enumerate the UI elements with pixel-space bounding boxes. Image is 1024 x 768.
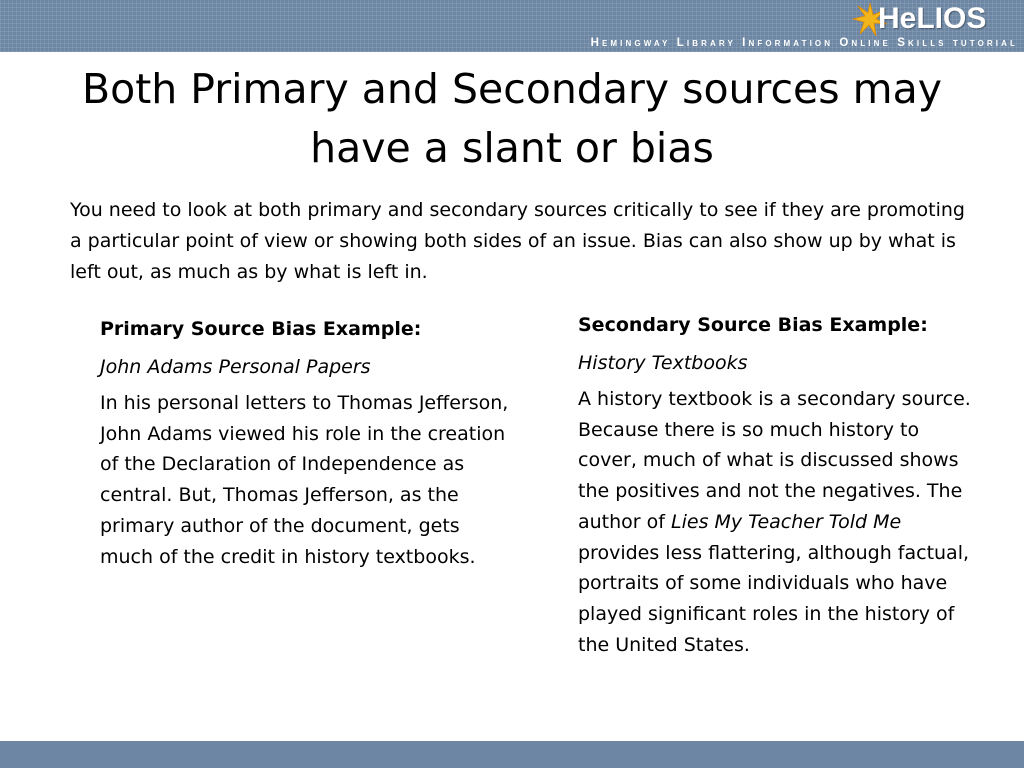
secondary-source-title: History Textbooks [578, 352, 748, 374]
title-line-1: Both Primary and Secondary sources may [82, 65, 942, 113]
secondary-body [578, 384, 978, 660]
primary-body: In his personal letters to Thomas Jefferson, John Adams viewed his role in the creation of the Declaration of Independence as central. But, Thomas Jefferson, as the primary author of the document, gets much of the credit in history textbooks. [100, 392, 509, 568]
secondary-source-column [578, 310, 978, 660]
logo-text: HeLIOS [878, 2, 987, 35]
book-title: Lies My Teacher Told Me [671, 510, 902, 533]
helios-logo [852, 0, 1012, 40]
intro-paragraph: You need to look at both primary and secondary sources critically to see if they are promoting a particular point of view or showing both sides of an issue. Bias can also show up by what is left out, as much as by what is left in. [70, 199, 965, 283]
primary-heading: Primary Source Bias Example: [100, 318, 422, 340]
header-bar [0, 0, 1024, 52]
primary-source-title: John Adams Personal Papers [100, 356, 371, 378]
primary-source-column [100, 314, 510, 572]
logo-subtitle: Hemingway Library Information Online Skills tutorial [590, 37, 1018, 49]
secondary-body-part-2: provides less flattering, although factual, portraits of some individuals who have played significant roles in the history of the United States. [578, 541, 970, 656]
slide-title [60, 60, 964, 178]
secondary-heading: Secondary Source Bias Example: [578, 314, 928, 336]
footer-bar [0, 741, 1024, 768]
title-line-2: have a slant or bias [310, 124, 714, 172]
secondary-body-part-1: A history textbook is a secondary source. Because there is so much history to cover, much of what is discussed shows the positives and not the negatives. The author of [578, 388, 971, 533]
